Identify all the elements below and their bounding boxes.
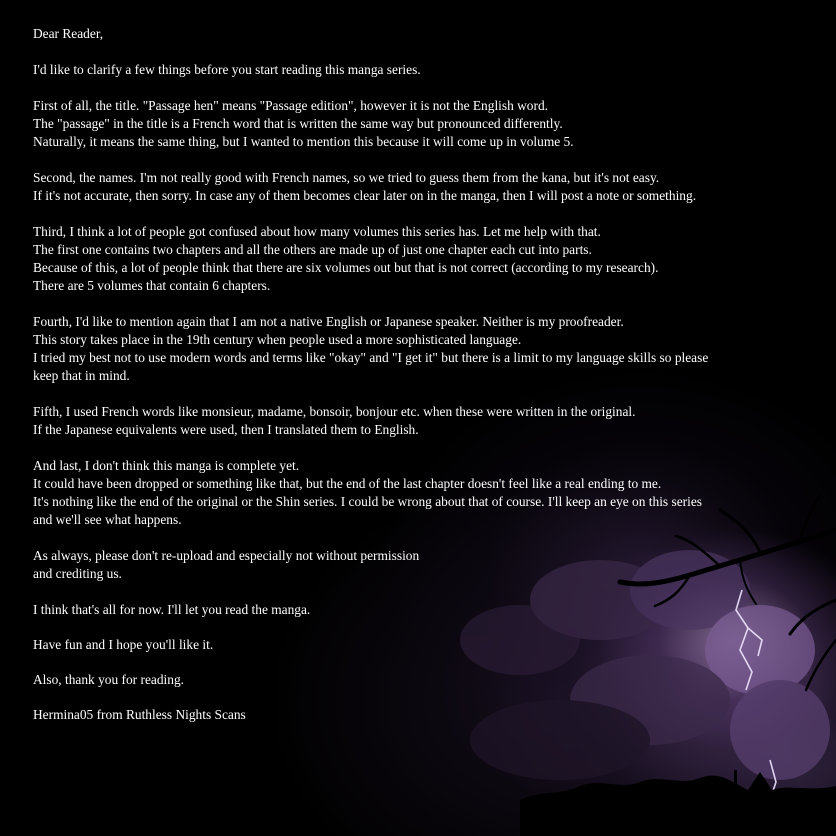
greeting: Dear Reader, bbox=[33, 26, 104, 41]
language-line-2: This story takes place in the 19th century when people used a more sophisticated language. bbox=[33, 332, 522, 347]
volumes-line-3: Because of this, a lot of people think that there are six volumes out but that is not correct (according to my research). bbox=[33, 260, 659, 275]
french-words-paragraph bbox=[33, 403, 813, 439]
title-line-2: The "passage" in the title is a French word that is written the same way but pronounced differently. bbox=[33, 116, 563, 131]
completion-line-2: It could have been dropped or something like that, but the end of the last chapter doesn't feel like a real ending to me. bbox=[33, 476, 662, 491]
title-line-3: Naturally, it means the same thing, but I wanted to mention this because it will come up in volume 5. bbox=[33, 134, 574, 149]
language-line-1: Fourth, I'd like to mention again that I am not a native English or Japanese speaker. Neither is my proofreader. bbox=[33, 314, 624, 329]
french-words-line-2: If the Japanese equivalents were used, then I translated them to English. bbox=[33, 422, 419, 437]
thanks-line: Also, thank you for reading. bbox=[33, 672, 184, 687]
title-line-1: First of all, the title. "Passage hen" means "Passage edition", however it is not the English word. bbox=[33, 98, 549, 113]
volumes-line-1: Third, I think a lot of people got confused about how many volumes this series has. Let me help with that. bbox=[33, 224, 601, 239]
names-line-1: Second, the names. I'm not really good with French names, so we tried to guess them from the kana, but it's not easy. bbox=[33, 170, 660, 185]
french-words-line-1: Fifth, I used French words like monsieur, madame, bonsoir, bonjour etc. when these were written in the original. bbox=[33, 404, 636, 419]
names-paragraph bbox=[33, 169, 813, 205]
intro-paragraph: I'd like to clarify a few things before you start reading this manga series. bbox=[33, 62, 421, 77]
signature: Hermina05 from Ruthless Nights Scans bbox=[33, 707, 246, 722]
completion-line-1: And last, I don't think this manga is complete yet. bbox=[33, 458, 300, 473]
treeline-silhouette bbox=[520, 770, 836, 836]
all-for-now-line: I think that's all for now. I'll let you read the manga. bbox=[33, 602, 311, 617]
names-line-2: If it's not accurate, then sorry. In case any of them becomes clear later on in the manga, then I will post a note or something. bbox=[33, 188, 697, 203]
upload-line-2: and crediting us. bbox=[33, 566, 122, 581]
upload-line-1: As always, please don't re-upload and especially not without permission bbox=[33, 548, 420, 563]
title-paragraph bbox=[33, 97, 813, 151]
language-line-4: keep that in mind. bbox=[33, 368, 130, 383]
volumes-line-2: The first one contains two chapters and all the others are made up of just one chapter each cut into parts. bbox=[33, 242, 592, 257]
volumes-paragraph bbox=[33, 223, 813, 295]
completion-line-4: and we'll see what happens. bbox=[33, 512, 182, 527]
letter-body bbox=[33, 25, 813, 741]
language-line-3: I tried my best not to use modern words and terms like "okay" and "I get it" but there is a limit to my language skills so please bbox=[33, 350, 709, 365]
volumes-line-4: There are 5 volumes that contain 6 chapters. bbox=[33, 278, 271, 293]
completion-paragraph bbox=[33, 457, 813, 529]
language-paragraph bbox=[33, 313, 813, 385]
completion-line-3: It's nothing like the end of the original or the Shin series. I could be wrong about that of course. I'll keep an eye on this series bbox=[33, 494, 702, 509]
upload-paragraph bbox=[33, 547, 813, 583]
have-fun-line: Have fun and I hope you'll like it. bbox=[33, 637, 214, 652]
